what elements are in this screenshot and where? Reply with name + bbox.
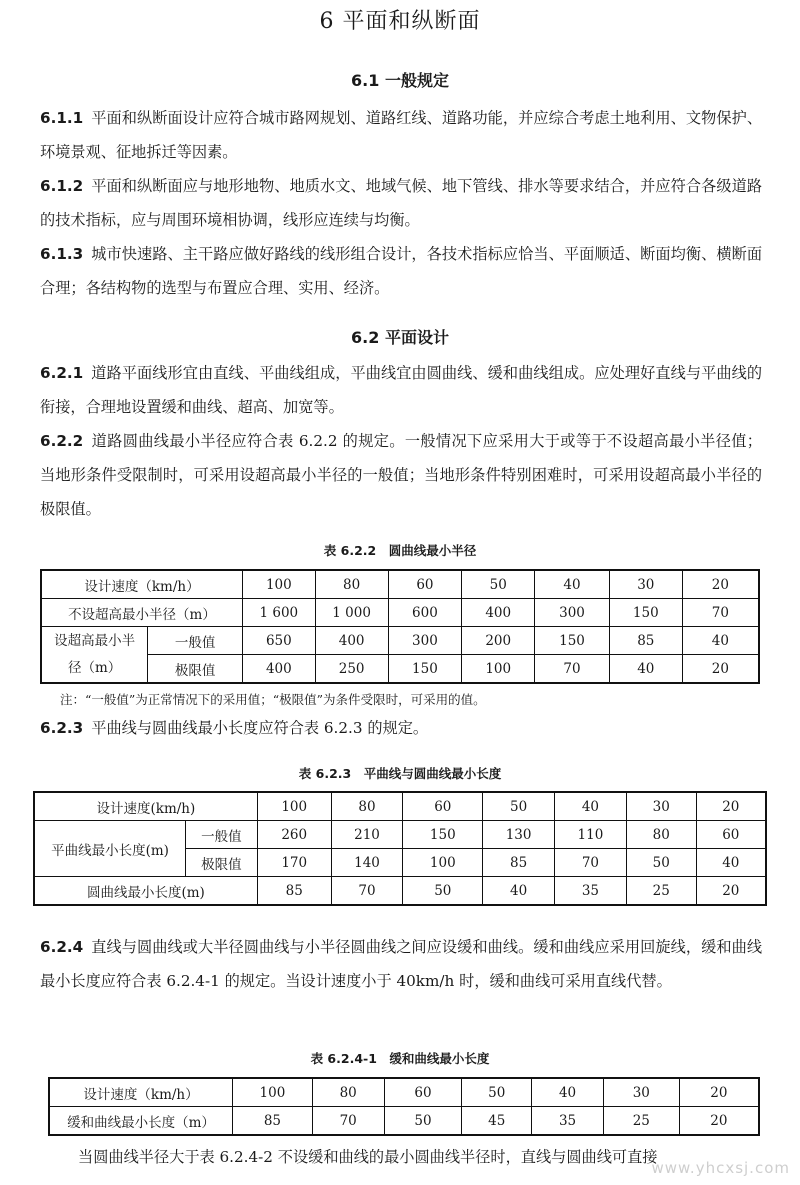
table-cell: 80 <box>315 570 388 599</box>
table-cell: 40 <box>609 655 682 684</box>
table-6-2-3 <box>33 791 767 906</box>
row-header: 缓和曲线最小长度（m） <box>49 1107 233 1136</box>
table-cell: 40 <box>532 1078 604 1107</box>
table-cell: 20 <box>696 877 766 906</box>
table-cell: 20 <box>682 570 759 599</box>
table-cell: 50 <box>462 1078 532 1107</box>
table-cell: 35 <box>532 1107 604 1136</box>
clause-text: 直线与圆曲线或大半径圆曲线与小半径圆曲线之间应设缓和曲线。缓和曲线应采用回旋线，缓和曲线最小长度应符合表 6.2.4-1 的规定。当设计速度小于 40km/h 时，缓和曲线可采用直线代替。 <box>40 938 762 990</box>
table-caption-6-2-2: 表 6.2.2 圆曲线最小半径 <box>323 543 477 558</box>
table-6-2-2 <box>40 569 760 684</box>
paragraph-6-2-1 <box>40 356 762 424</box>
clause-number: 6.2.4 <box>40 938 84 956</box>
table-cell: 250 <box>315 655 388 684</box>
clause-text: 平面和纵断面应与地形地物、地质水文、地域气候、地下管线、排水等要求结合，并应符合各级道路的技术指标，应与周围环境相协调，线形应连续与均衡。 <box>40 177 762 229</box>
table-cell: 150 <box>609 599 682 627</box>
table-cell: 100 <box>462 655 535 684</box>
table-cell: 260 <box>257 821 331 849</box>
row-subheader: 极限值 <box>186 849 258 877</box>
table-row <box>34 792 766 821</box>
table-row <box>34 877 766 906</box>
row-subheader: 一般值 <box>186 821 258 849</box>
table-cell: 400 <box>315 627 388 655</box>
table-cell: 30 <box>609 570 682 599</box>
section-title-6-1: 6.1 一般规定 <box>351 71 449 90</box>
table-cell: 170 <box>257 849 331 877</box>
table-cell: 400 <box>242 655 315 684</box>
table-cell: 80 <box>626 821 696 849</box>
table-row <box>41 627 759 655</box>
table-row <box>49 1107 759 1136</box>
table-cell: 20 <box>679 1107 759 1136</box>
table-cell: 200 <box>462 627 535 655</box>
clause-number: 6.2.3 <box>40 719 84 737</box>
table-cell: 70 <box>312 1107 384 1136</box>
clause-text: 道路平面线形宜由直线、平曲线组成，平曲线宜由圆曲线、缓和曲线组成。应处理好直线与平曲线的衔接，合理地设置缓和曲线、超高、加宽等。 <box>40 364 762 416</box>
table-cell: 60 <box>388 570 462 599</box>
table-cell: 40 <box>483 877 555 906</box>
table-cell: 60 <box>403 792 483 821</box>
section-title-6-2: 6.2 平面设计 <box>351 328 449 347</box>
table-cell: 650 <box>242 627 315 655</box>
clause-text: 城市快速路、主干路应做好路线的线形组合设计，各技术指标应恰当、平面顺适、断面均衡、横断面合理；各结构物的选型与布置应合理、实用、经济。 <box>40 245 762 297</box>
table-cell: 70 <box>682 599 759 627</box>
table-cell: 85 <box>257 877 331 906</box>
table-cell: 100 <box>233 1078 313 1107</box>
table-cell: 85 <box>233 1107 313 1136</box>
table-cell: 1 600 <box>242 599 315 627</box>
continuation-line: 当圆曲线半径大于表 6.2.4-2 不设缓和曲线的最小圆曲线半径时，直线与圆曲线可直接 <box>78 1148 658 1166</box>
table-cell: 45 <box>462 1107 532 1136</box>
table-cell: 130 <box>483 821 555 849</box>
table-cell: 210 <box>331 821 403 849</box>
table-cell: 1 000 <box>315 599 388 627</box>
clause-number: 6.1.2 <box>40 177 84 195</box>
paragraph-6-1-1 <box>40 101 762 169</box>
table-cell: 150 <box>535 627 610 655</box>
table-cell: 70 <box>535 655 610 684</box>
table-cell: 100 <box>242 570 315 599</box>
table-cell: 100 <box>257 792 331 821</box>
clause-number: 6.2.2 <box>40 432 84 450</box>
table-cell: 40 <box>535 570 610 599</box>
clause-text: 道路圆曲线最小半径应符合表 6.2.2 的规定。一般情况下应采用大于或等于不设超高最小半径值；当地形条件受限制时，可采用设超高最小半径的一般值；当地形条件特别困难时，可采用设超高最小半径的极限值。 <box>40 432 762 518</box>
table-cell: 50 <box>462 570 535 599</box>
row-group-header: 平曲线最小长度(m) <box>34 821 186 877</box>
table-caption-6-2-3: 表 6.2.3 平曲线与圆曲线最小长度 <box>298 766 502 781</box>
clause-text: 平面和纵断面设计应符合城市路网规划、道路红线、道路功能，并应综合考虑土地利用、文物保护、环境景观、征地拆迁等因素。 <box>40 109 762 161</box>
paragraph-6-1-2 <box>40 169 762 237</box>
table-cell: 30 <box>603 1078 679 1107</box>
row-subheader: 极限值 <box>148 655 243 684</box>
table-cell: 85 <box>609 627 682 655</box>
table-row <box>34 821 766 849</box>
table-cell: 40 <box>696 849 766 877</box>
clause-text: 平曲线与圆曲线最小长度应符合表 6.2.3 的规定。 <box>91 719 429 737</box>
site-watermark: www.yhcxsj.com <box>651 1159 790 1177</box>
table-cell: 20 <box>679 1078 759 1107</box>
row-subheader: 一般值 <box>148 627 243 655</box>
paragraph-6-1-3 <box>40 237 762 305</box>
table-cell: 80 <box>312 1078 384 1107</box>
clause-number: 6.1.1 <box>40 109 84 127</box>
table-cell: 70 <box>555 849 627 877</box>
table-cell: 50 <box>384 1107 462 1136</box>
table-cell: 40 <box>555 792 627 821</box>
table-cell: 100 <box>403 849 483 877</box>
table-cell: 50 <box>483 792 555 821</box>
table-cell: 20 <box>696 792 766 821</box>
table-row <box>41 570 759 599</box>
table-note: 注：“一般值”为正常情况下的采用值；“极限值”为条件受限时，可采用的值。 <box>60 692 486 707</box>
clause-number: 6.1.3 <box>40 245 84 263</box>
table-6-2-4-1 <box>48 1077 760 1136</box>
table-cell: 60 <box>696 821 766 849</box>
table-cell: 25 <box>626 877 696 906</box>
chapter-title: 6 平面和纵断面 <box>319 9 481 34</box>
clause-number: 6.2.1 <box>40 364 84 382</box>
row-header: 圆曲线最小长度(m) <box>34 877 257 906</box>
table-row <box>41 599 759 627</box>
table-cell: 50 <box>403 877 483 906</box>
row-header: 设计速度（km/h） <box>49 1078 233 1107</box>
table-cell: 400 <box>462 599 535 627</box>
table-cell: 50 <box>626 849 696 877</box>
table-cell: 300 <box>535 599 610 627</box>
table-cell: 150 <box>403 821 483 849</box>
table-cell: 140 <box>331 849 403 877</box>
paragraph-6-2-3 <box>40 711 762 745</box>
paragraph-6-2-4 <box>40 930 762 998</box>
paragraph-6-2-2 <box>40 424 762 526</box>
table-cell: 25 <box>603 1107 679 1136</box>
table-cell: 110 <box>555 821 627 849</box>
table-cell: 600 <box>388 599 462 627</box>
row-header: 设计速度（km/h） <box>41 570 242 599</box>
table-cell: 300 <box>388 627 462 655</box>
table-cell: 85 <box>483 849 555 877</box>
table-cell: 80 <box>331 792 403 821</box>
table-cell: 30 <box>626 792 696 821</box>
table-cell: 150 <box>388 655 462 684</box>
table-row <box>49 1078 759 1107</box>
table-row <box>41 655 759 684</box>
table-caption-6-2-4-1: 表 6.2.4-1 缓和曲线最小长度 <box>310 1051 490 1066</box>
table-cell: 40 <box>682 627 759 655</box>
row-header: 设计速度(km/h) <box>34 792 257 821</box>
row-group-header: 设超高最小半径（m） <box>41 627 148 684</box>
table-cell: 60 <box>384 1078 462 1107</box>
row-header: 不设超高最小半径（m） <box>41 599 242 627</box>
table-cell: 20 <box>682 655 759 684</box>
table-cell: 35 <box>555 877 627 906</box>
table-cell: 70 <box>331 877 403 906</box>
